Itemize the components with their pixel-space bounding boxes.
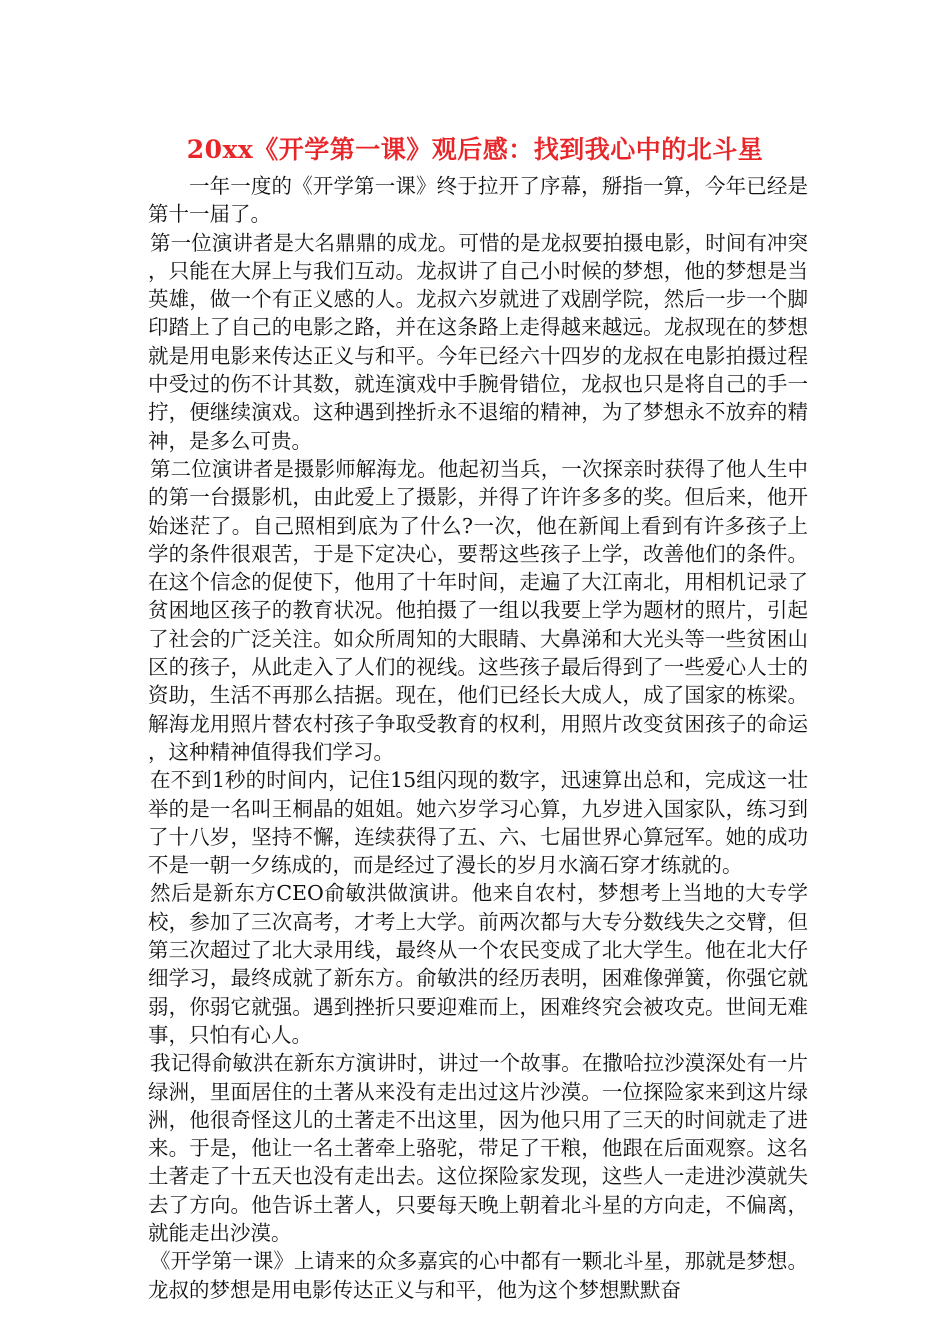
paragraph-wang-tongjing: 在不到1秒的时间内，记住15组闪现的数字，迅速算出总和，完成这一壮举的是一名叫王桐晶的姐姐。她六岁学习心算，九岁进入国家队，练习到了十八岁，坚持不懈，连续获得了五、六、七届世界心算冠军。她的成功不是一朝一夕练成的，而是经过了漫长的岁月水滴石穿才练就的。	[148, 768, 808, 878]
paragraph-jackie-chan: 第一位演讲者是大名鼎鼎的成龙。可惜的是龙叔要拍摄电影，时间有冲突，只能在大屏上与我们互动。龙叔讲了自己小时候的梦想，他的梦想是当英雄，做一个有正义感的人。龙叔六岁就进了戏剧学院，然后一步一个脚印踏上了自己的电影之路，并在这条路上走得越来越远。龙叔现在的梦想就是用电影来传达正义与和平。今年已经六十四岁的龙叔在电影拍摄过程中受过的伤不计其数，就连演戏中手腕骨错位，龙叔也只是将自己的手一拧，便继续演戏。这种遇到挫折永不退缩的精神，为了梦想永不放弃的精神，是多么可贵。	[148, 230, 808, 453]
paragraph-intro: 一年一度的《开学第一课》终于拉开了序幕，掰指一算，今年已经是第十一届了。	[148, 174, 808, 227]
document-body	[148, 172, 808, 1304]
paragraph-conclusion: 《开学第一课》上请来的众多嘉宾的心中都有一颗北斗星，那就是梦想。龙叔的梦想是用电影传达正义与和平，他为这个梦想默默奋	[148, 1249, 808, 1302]
paragraph-desert-story: 我记得俞敏洪在新东方演讲时，讲过一个故事。在撒哈拉沙漠深处有一片绿洲，里面居住的土著从来没有走出过这片沙漠。一位探险家来到这片绿洲，他很奇怪这儿的土著走不出这里，因为他只用了三天的时间就走了进来。于是，他让一名土著牵上骆驼，带足了干粮，他跟在后面观察。这名土著走了十五天也没有走出去。这位探险家发现，这些人一走进沙漠就失去了方向。他告诉土著人，只要每天晚上朝着北斗星的方向走，不偏离，就能走出沙漠。	[148, 1051, 808, 1245]
paragraph-yu-minhong: 然后是新东方CEO俞敏洪做演讲。他来自农村，梦想考上当地的大专学校，参加了三次高考，才考上大学。前两次都与大专分数线失之交臂，但第三次超过了北大录用线，最终从一个农民变成了北大学生。他在北大仔细学习，最终成就了新东方。俞敏洪的经历表明，困难像弹簧，你强它就弱，你弱它就强。遇到挫折只要迎难而上，困难终究会被攻克。世间无难事，只怕有心人。	[148, 881, 808, 1047]
document-title: 20xx《开学第一课》观后感：找到我心中的北斗星	[186, 135, 764, 164]
paragraph-xie-hailong: 第二位演讲者是摄影师解海龙。他起初当兵，一次探亲时获得了他人生中的第一台摄影机，由此爱上了摄影，并得了许许多多的奖。但后来，他开始迷茫了。自己照相到底为了什么?一次，他在新闻上看到有许多孩子上学的条件很艰苦，于是下定决心，要帮这些孩子上学，改善他们的条件。在这个信念的促使下，他用了十年时间，走遍了大江南北，用相机记录了贫困地区孩子的教育状况。他拍摄了一组以我要上学为题材的照片，引起了社会的广泛关注。如众所周知的大眼睛、大鼻涕和大光头等一些贫困山区的孩子，从此走入了人们的视线。这些孩子最后得到了一些爱心人士的资助，生活不再那么拮据。现在，他们已经长大成人，成了国家的栋梁。解海龙用照片替农村孩子争取受教育的权利，用照片改变贫困孩子的命运，这种精神值得我们学习。	[148, 456, 808, 764]
